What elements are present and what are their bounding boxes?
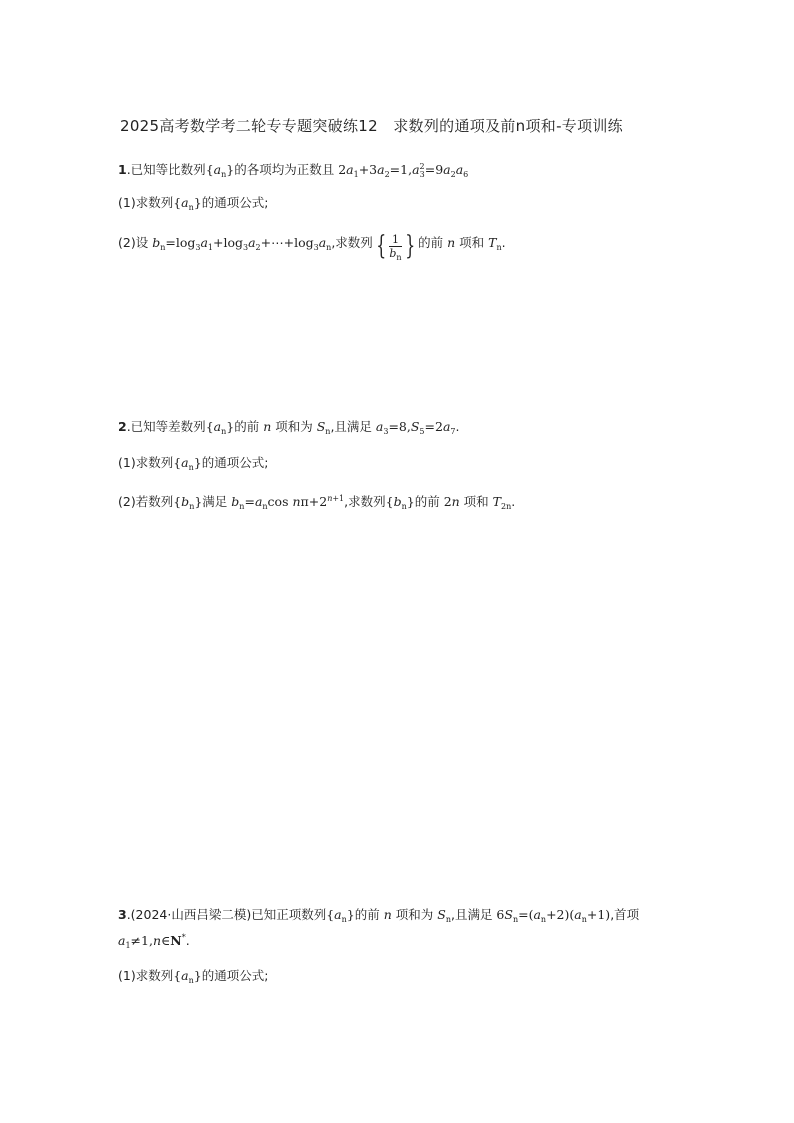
q1-part1: (1)求数列$\{a_n\}$的通项公式; — [118, 195, 269, 212]
page-title: 2025高考数学考二轮专专题突破练12 求数列的通项及前n项和-专项训练 — [120, 117, 623, 135]
q2-number: 2 — [118, 419, 127, 434]
q1-number: 1 — [118, 162, 127, 177]
q3-part1: (1)求数列$\{a_n\}$的通项公式; — [118, 968, 269, 985]
q2-part1: (1)求数列$\{a_n\}$的通项公式; — [118, 455, 269, 472]
q2-stem: 2.已知等差数列$\{a_n\}$的前 n 项和为 $S_n$,且满足 $a_3=8,S_5=2a_7$. — [118, 419, 460, 436]
q1-part2: (2)设 $b_n=\log_3a_1+\log_3a_2+\cdots+\log_3a_n$,求数列 { $\frac{1}{b_n}$ } 的前 n 项和 $T_n$. — [118, 231, 506, 262]
q2-part2: (2)若数列$\{b_n\}$满足 $b_n=a_n\cos$ $n\pi+2^{n+1}$,求数列$\{b_n\}$的前 2n 项和 $T_{2n}$. — [118, 494, 516, 511]
q3-stem: 3.(2024·山西吕梁二模)已知正项数列$\{a_n\}$的前 n 项和为 $S_n$,且满足 $6S_n=(a_n+2)(a_n+1)$,首项 — [118, 907, 640, 924]
q3-number: 3 — [118, 907, 127, 922]
q3-stem-cont: $a_1\ne 1,n\in N^*$. — [118, 933, 190, 950]
q1-stem: 1.已知等比数列$\{a_n\}$的各项均为正数且 $2a_1+3a_2=1,a^2_3=9a_2a_6$ — [118, 162, 469, 179]
